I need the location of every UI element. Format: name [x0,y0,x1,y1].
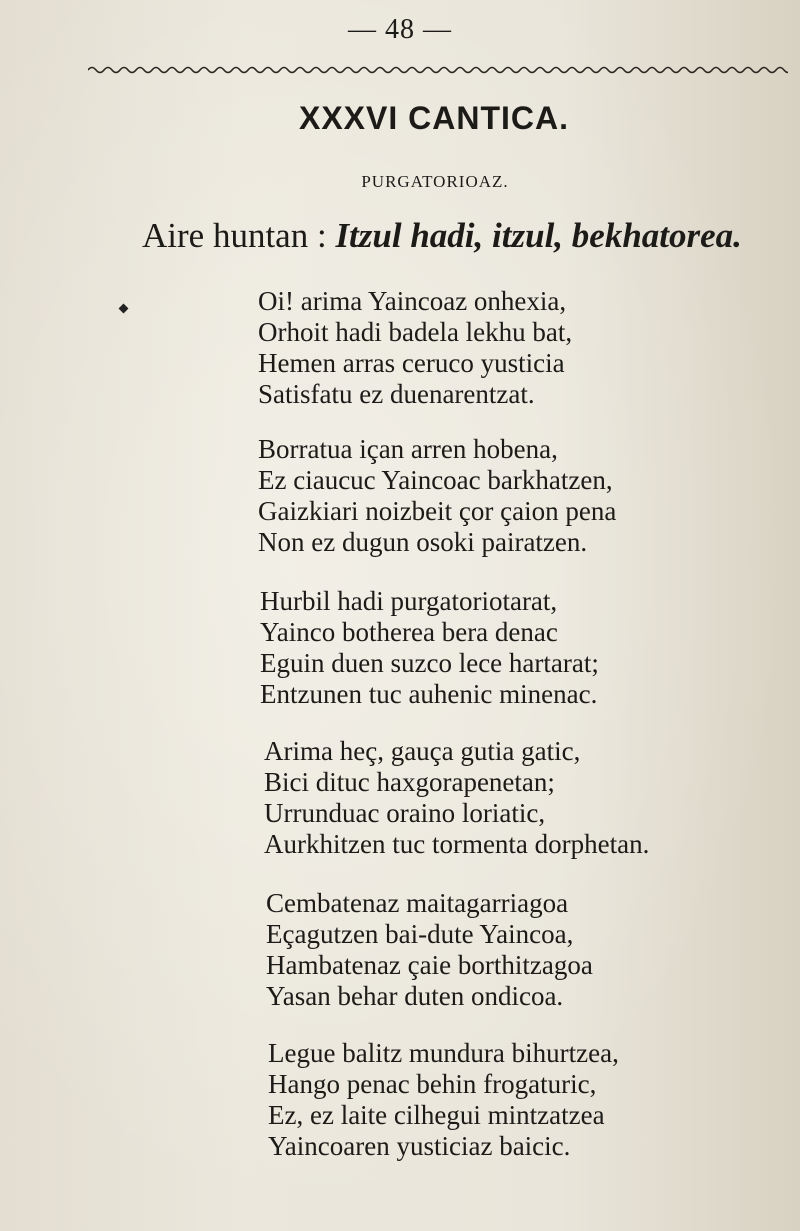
verse-line: Entzunen tuc auhenic minenac. [260,679,598,709]
verse-line: Ez ciaucuc Yaincoac barkhatzen, [258,465,613,495]
tune-prefix: Aire huntan : [142,216,336,255]
stanza-bullet-mark [119,304,129,314]
stanza-4 [264,736,649,860]
verse-line: Hurbil hadi purgatoriotarat, [260,586,558,616]
verse-line: Cembatenaz maitagarriagoa [266,888,569,918]
verse-line: Hango penac behin frogaturic, [268,1069,597,1099]
verse-line: Eçagutzen bai-dute Yaincoa, [266,919,574,949]
verse-line: Yaincoaren yusticiaz baicic. [268,1131,571,1161]
verse-line: Gaizkiari noizbeit çor çaion pena [258,496,617,526]
verse-line: Arima heç, gauça gutia gatic, [264,736,581,766]
wavy-divider-rule [88,64,788,76]
verse-line: Bici dituc haxgorapenetan; [264,767,555,797]
verse-line: Legue balitz mundura bihurtzea, [268,1038,619,1068]
page-number: — 48 — [348,14,452,45]
verse-line: Oi! arima Yaincoaz onhexia, [258,286,567,316]
stanza-5 [266,888,593,1012]
verse-line: Eguin duen suzco lece hartarat; [260,648,599,678]
stanza-3 [260,586,599,710]
verse-line: Borratua içan arren hobena, [258,434,558,464]
verse-line: Satisfatu ez duenarentzat. [258,379,535,409]
verse-line: Urrunduac oraino loriatic, [264,798,546,828]
song-title: XXXVI CANTICA. [298,100,570,136]
verse-line: Ez, ez laite cilhegui mintzatzea [268,1100,605,1130]
verse-line: Hemen arras ceruco yusticia [258,348,565,378]
verse-line: Yasan behar duten ondicoa. [266,981,564,1011]
verse-line: Non ez dugun osoki pairatzen. [258,527,588,557]
verse-line: Orhoit hadi badela lekhu bat, [258,317,573,347]
stanza-2 [258,434,616,558]
verse-line: Hambatenaz çaie borthitzagoa [266,950,593,980]
stanza-6 [268,1038,619,1162]
verse-line: Aurkhitzen tuc tormenta dorphetan. [264,829,650,859]
song-subtitle: PURGATORIOAZ. [361,172,509,191]
stanza-1 [258,286,572,410]
tune-line [142,216,742,256]
tune-name: Itzul hadi, itzul, bekhatorea. [335,216,742,255]
verse-line: Yainco botherea bera denac [260,617,558,647]
